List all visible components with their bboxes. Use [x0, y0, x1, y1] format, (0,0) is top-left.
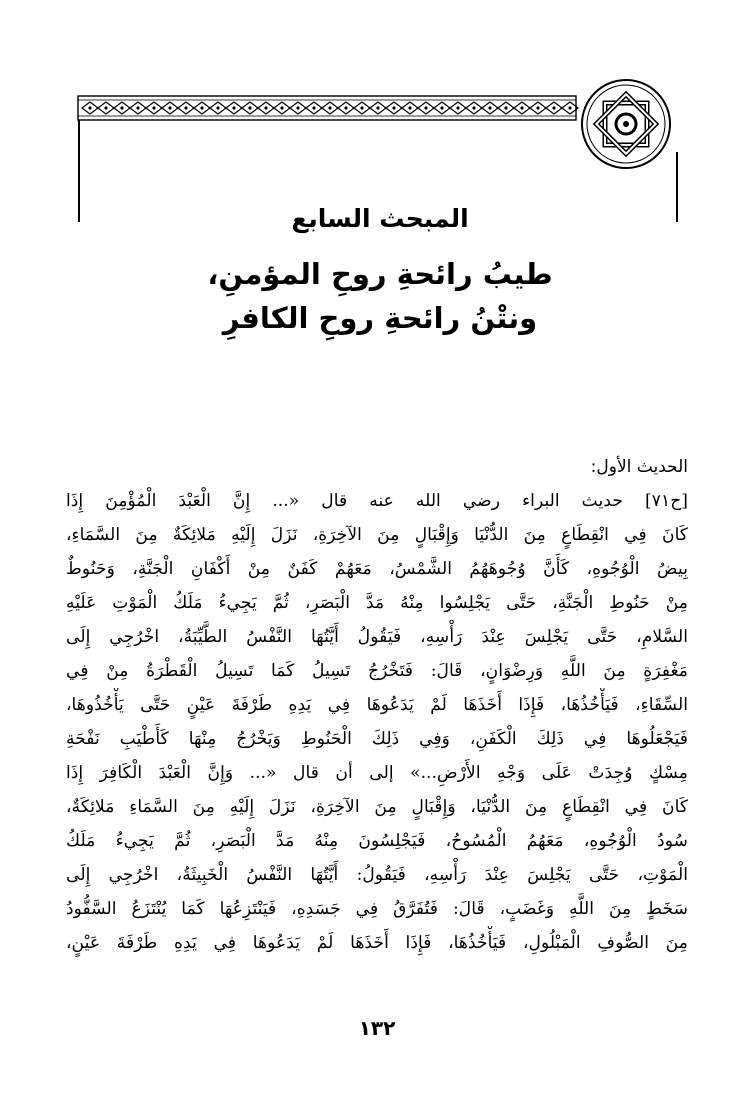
chapter-title-line-2: ونتْنُ رائحةِ روحِ الكافرِ: [222, 301, 538, 335]
ornamental-knot-medallion-icon: [582, 80, 670, 168]
text-line: الْمَوْتِ، حَتَّى يَجْلِسَ عِنْدَ رَأْسِهِ، فَيَقُولُ: أَيَّتُهَا النَّفْسُ الْخَبِيثَةُ، اخْرُجِي إِلَى: [66, 865, 688, 885]
page-number: ١٣٢: [358, 1016, 396, 1040]
text-line: كَانَ فِي انْقِطَاعٍ مِنَ الدُّنْيَا، وَإِقْبَالٍ مِنَ الآخِرَةِ، نَزَلَ إِلَيْهِ مِنَ السَّمَاءِ مَلائِكَةٌ،: [66, 797, 688, 817]
text-line: السِّقَاءِ، فَيَأْخُذُهَا، فَإِذَا أَخَذَهَا لَمْ يَدَعُوهَا فِي يَدِهِ طَرْفَةَ عَيْنٍ حَتَّى يَأْخُذُوهَا،: [66, 695, 688, 715]
text-line: سَخَطٍ مِنَ اللَّهِ وَغَضَبٍ، قَالَ: فَتُفَرَّقُ فِي جَسَدِهِ، فَيَنْتَزِعُهَا كَمَا يُنْتَزَعُ السَّفُّودُ: [66, 899, 688, 919]
ornament-dot: [376, 106, 379, 109]
ornament-band-pattern: [82, 102, 578, 114]
ornament-dot: [552, 106, 555, 109]
body-text: [66, 452, 688, 960]
ornament-dot: [216, 106, 219, 109]
hadith-heading: الحديث الأول:: [590, 457, 688, 477]
ornament-dot: [360, 106, 363, 109]
ornament-dot: [344, 106, 347, 109]
ornament-dot: [200, 106, 203, 109]
ornament-dot: [152, 106, 155, 109]
ornament-dot: [472, 106, 475, 109]
ornament-dot: [104, 106, 107, 109]
ornament-dot: [504, 106, 507, 109]
text-line: سُودُ الْوُجُوهِ، مَعَهُمُ الْمُسُوحُ، فَيَجْلِسُونَ مِنْهُ مَدَّ الْبَصَرِ، ثُمَّ يَجِيءُ مَلَكُ: [66, 831, 688, 851]
text-line: مَغْفِرَةٍ مِنَ اللَّهِ وَرِضْوَانٍ، قَالَ: فَتَخْرُجُ تَسِيلُ كَمَا تَسِيلُ الْقَطْرَةُ مِنْ فِي: [66, 661, 688, 681]
ornament-dot: [120, 106, 123, 109]
ornament-dot: [136, 106, 139, 109]
ornament-dot: [248, 106, 251, 109]
text-line: مِسْكٍ وُجِدَتْ عَلَى وَجْهِ الأَرْضِ...» إلى أن قال «... وَإِنَّ الْعَبْدَ الْكَافِرَ إِذَا: [66, 763, 688, 783]
ornament-dot: [392, 106, 395, 109]
ornament-dot: [168, 106, 171, 109]
ornament-dot: [536, 106, 539, 109]
text-line: كَانَ فِي انْقِطَاعٍ مِنَ الدُّنْيَا وَإِقْبَالٍ مِنَ الآخِرَةِ، نَزَلَ إِلَيْهِ مَلائِكَةٌ مِنَ السَّمَاءِ،: [66, 525, 688, 545]
ornament-dot: [456, 106, 459, 109]
text-line: السَّلامِ، حَتَّى يَجْلِسَ عِنْدَ رَأْسِهِ، فَيَقُولُ أَيَّتُهَا النَّفْسُ الطَّيِّبَةُ، اخْرُجِي إِلَى: [66, 627, 688, 647]
text-line: [ح٧١] حديث البراء رضي الله عنه قال «... إِنَّ الْعَبْدَ الْمُؤْمِنَ إِذَا: [66, 491, 688, 511]
heading-block: [80, 200, 680, 340]
text-line: فَيَجْعَلُوهَا فِي ذَلِكَ الْكَفَنِ، وَفِي ذَلِكَ الْحَنُوطِ وَيَخْرُجُ مِنْهَا كَأَطْيَبِ نَفْحَةِ: [66, 729, 688, 749]
ornament-dot: [568, 106, 571, 109]
ornament-dot: [440, 106, 443, 109]
ornament-dot: [264, 106, 267, 109]
chapter-title-line-1: طيبُ رائحةِ روحِ المؤمنِ،: [207, 257, 553, 291]
text-line: مِنْ حَنُوطِ الْجَنَّةِ، حَتَّى يَجْلِسُوا مِنْهُ مَدَّ الْبَصَرِ، ثُمَّ يَجِيءُ مَلَكُ الْمَوْتِ عَلَيْهِ: [66, 593, 688, 613]
ornament-dot: [280, 106, 283, 109]
ornament-dot: [232, 106, 235, 109]
ornament-dot: [312, 106, 315, 109]
ornament-dot: [184, 106, 187, 109]
text-line: مِنَ الصُّوفِ الْمَبْلُولِ، فَيَأْخُذُهَا، فَإِذَا أَخَذَهَا لَمْ يَدَعُوهَا فِي يَدِهِ طَرْفَةَ عَيْنٍ،: [66, 933, 688, 953]
ornament-dot: [424, 106, 427, 109]
ornament-dot: [408, 106, 411, 109]
ornament-dot: [328, 106, 331, 109]
ornament-dot: [88, 106, 91, 109]
text-line: بِيضُ الْوُجُوهِ، كَأَنَّ وُجُوهَهُمُ الشَّمْسُ، مَعَهُمْ كَفَنٌ مِنْ أَكْفَانِ الْجَنَّةِ، وَحَنُوطٌ: [66, 559, 688, 579]
ornament-dot: [488, 106, 491, 109]
section-title: المبحث السابع: [291, 204, 469, 233]
ornament-dot: [520, 106, 523, 109]
ornament-dot: [296, 106, 299, 109]
